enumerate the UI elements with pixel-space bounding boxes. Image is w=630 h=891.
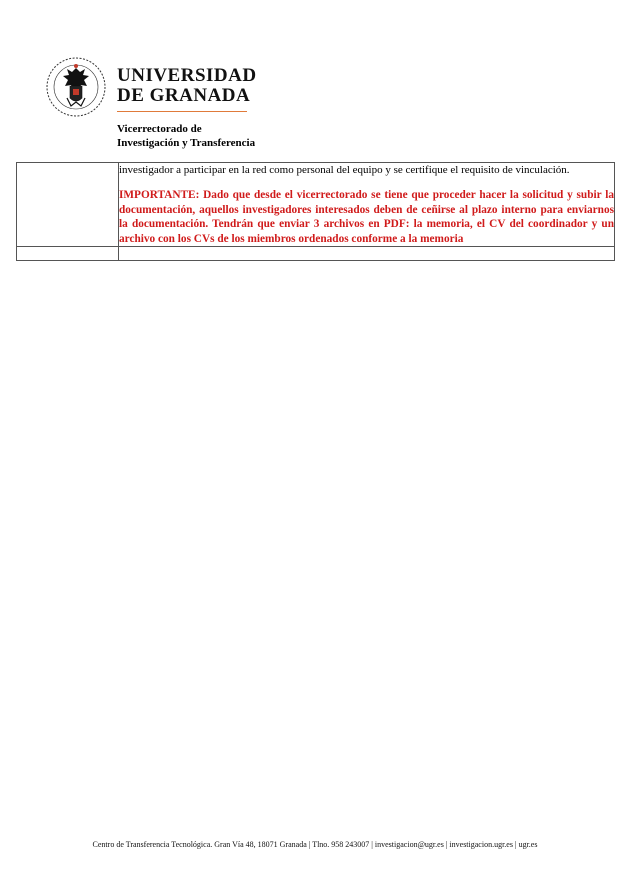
letterhead bbox=[45, 56, 305, 156]
department-line2: Investigación y Transferencia bbox=[117, 137, 256, 149]
table-cell-label bbox=[17, 163, 119, 247]
table-row bbox=[17, 247, 615, 261]
table-row bbox=[17, 163, 615, 247]
important-notice: IMPORTANTE: Dado que desde el vicerrectorado se tiene que proceder hacer la solicitud y subir la documentación, aquellos investigadores interesados deben de ceñirse al plazo interno para enviarnos la documentación. Tendrán que enviar 3 archivos en PDF: la memoria, el CV del coordinador y un archivo con los CVs de los miembros ordenados conforme a la memoria bbox=[119, 189, 614, 245]
university-name bbox=[117, 66, 257, 106]
content-table bbox=[16, 162, 615, 261]
university-name-line1: UNIVERSIDAD bbox=[117, 65, 257, 86]
department-line1: Vicerrectorado de bbox=[117, 123, 202, 135]
table-cell-content bbox=[119, 247, 615, 261]
table-cell-label bbox=[17, 247, 119, 261]
university-name-line2: DE GRANADA bbox=[117, 85, 251, 106]
paragraph-text: investigador a participar en la red como personal del equipo y se certifique el requisito de vinculación. bbox=[119, 164, 570, 176]
university-seal-logo bbox=[45, 56, 107, 118]
table-cell-content bbox=[119, 163, 615, 247]
department-name bbox=[117, 122, 255, 150]
header-divider bbox=[117, 111, 247, 112]
page-footer: Centro de Transferencia Tecnológica. Gran Vía 48, 18071 Granada | Tlno. 958 243007 | investigacion@ugr.es | investigacion.ugr.es | ugr.es bbox=[92, 840, 538, 849]
